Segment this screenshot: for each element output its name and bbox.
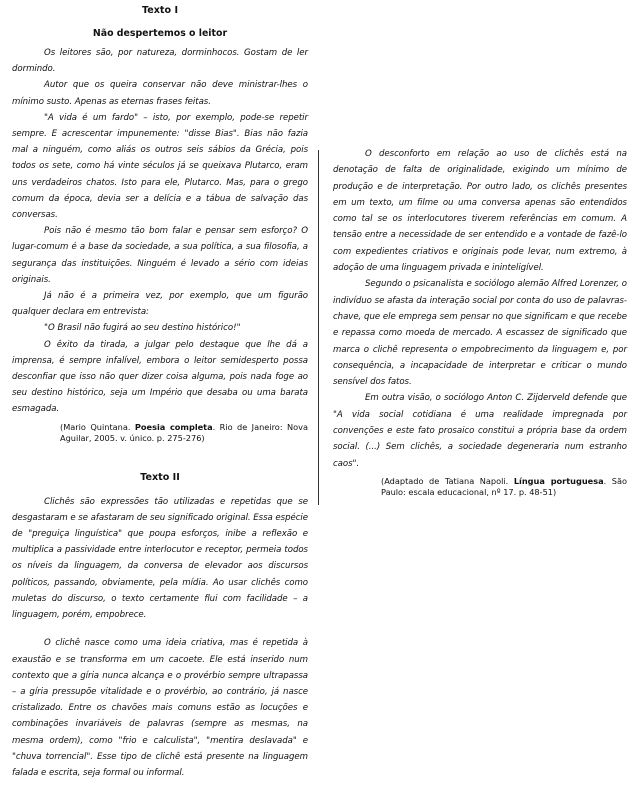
texto2-ref-suffix: . São Paulo: escala educacional, nº 17. p. 48-51) bbox=[381, 475, 627, 498]
texto2-paragraph: Em outra visão, o sociólogo Anton C. Zijderveld defende que "A vida social cotidiana é uma realidade impregnada por convenções e este fato prosaico constitui a própria base da ordem social. (...) Sem clichês, a sociedade degeneraria num estranho caos". bbox=[333, 393, 627, 469]
texto2-reference bbox=[333, 476, 627, 499]
texto2-paragraph: Segundo o psicanalista e sociólogo alemão Alfred Lorenzer, o indivíduo se afasta da interação social por conta do uso de palavras-chave, que ele emprega sem pensar no que significam e que recebe e repassa como moeda de mercado. A escassez de significado que marca o clichê representa o empobrecimento da linguagem e, por consequência, a incapacidade de interpretar e criticar o mundo sensível dos fatos. bbox=[333, 279, 627, 388]
column-divider bbox=[318, 150, 319, 505]
texto2-ref-prefix: (Adaptado de Tatiana Napoli. bbox=[381, 475, 509, 486]
texto1-reference bbox=[12, 422, 308, 445]
texto1-paragraph: Os leitores são, por natureza, dorminhocos. Gostam de ler dormindo. bbox=[12, 48, 308, 75]
texto1-paragraph: O êxito da tirada, a julgar pelo destaque que lhe dá a imprensa, é sempre infalível, embora o leitor semidesperto possa desconfiar que isso não quer dizer coisa alguma, pois nada foge ao seu destino histórico, seja um Império que desaba ou uma barata esmagada. bbox=[12, 339, 308, 415]
texto2-paragraph: O clichê nasce como uma ideia criativa, mas é repetida à exaustão e se transforma em um cacoete. Ele está inserido num contexto que a gíria nunca alcança e o provérbio sempre ultrapassa – a gíria pressupõe vitalidade e o provérbio, ao contrário, já nasce cristalizado. Entre os chavões mais comuns estão as locuções e combinações invariáveis de palavras (sempre as mesmas, na mesma ordem), como "frio e calculista", "mentira deslavada" e "chuva torrencial". Esse tipo de clichê está presente na linguagem falada e escrita, seja formal ou informal. bbox=[12, 638, 308, 778]
texto2-paragraph: O desconforto em relação ao uso de clichês está na denotação de falta de originalidade, exigindo um mínimo de produção e de interpretação. Por outro lado, os clichês presentes em um texto, um filme ou uma conversa apenas são entendidos como tal se os interlocutores tiverem referências em comum. A tensão entre a necessidade de ser entendido e a vontade de fazê-lo com expedientes criativos e originais pode levar, num extremo, à adoção de uma linguagem privada e ininteligível. bbox=[333, 149, 627, 274]
texto1-ref-book-title: Poesia completa bbox=[134, 421, 213, 432]
left-column bbox=[12, 4, 308, 781]
texto1-paragraph: Já não é a primeira vez, por exemplo, que um figurão qualquer declara em entrevista: bbox=[12, 291, 308, 318]
texto1-title: Não despertemos o leitor bbox=[92, 28, 228, 39]
texto1-heading: Texto I bbox=[141, 5, 179, 16]
texto1-ref-suffix: . Rio de Janeiro: Nova Aguilar, 2005. v. único. p. 275-276) bbox=[60, 421, 308, 444]
texto1-quote: "O Brasil não fugirá ao seu destino histórico!" bbox=[44, 323, 241, 334]
right-column bbox=[333, 146, 627, 499]
texto2-ref-book-title: Língua portuguesa bbox=[513, 475, 604, 486]
texto2-paragraph: Clichês são expressões tão utilizadas e repetidas que se desgastaram e se afastaram de seu significado original. Essa espécie de "preguiça linguística" que poupa esforços, inibe a reflexão e multiplica a passividade entre interlocutor e receptor, permeia todos os níveis da linguagem, da conversa de elevador aos discursos políticos, passando, obviamente, pela mídia. Ao usar clichês como muletas do discurso, o texto certamente flui com facilidade – a linguagem, porém, empobrece. bbox=[12, 496, 308, 621]
texto1-paragraph: Pois não é mesmo tão bom falar e pensar sem esforço? O lugar-comum é a base da sociedade, a sua política, a sua filosofia, a segurança das instituições. Ninguém é levado a sério com ideias originais. bbox=[12, 226, 308, 285]
texto2-heading: Texto II bbox=[140, 471, 180, 483]
texto1-paragraph: Autor que os queira conservar não deve ministrar-lhes o mínimo susto. Apenas as eternas frases feitas. bbox=[12, 80, 308, 107]
texto1-paragraph: "A vida é um fardo" – isto, por exemplo, pode-se repetir sempre. E acrescentar impunemente: "disse Bias". Bias não fazia mal a ninguém, como aliás os outros seis sábios da Grécia, pois todos os sete, como há vinte séculos já se queixava Plutarco, eram uns verdadeiros chatos. Isto para ele, Plutarco. Mas, para o grego comum da época, devia ser a delícia e a tábua de salvação das conversas. bbox=[12, 112, 308, 221]
texto1-ref-prefix: (Mario Quintana. bbox=[60, 421, 131, 432]
